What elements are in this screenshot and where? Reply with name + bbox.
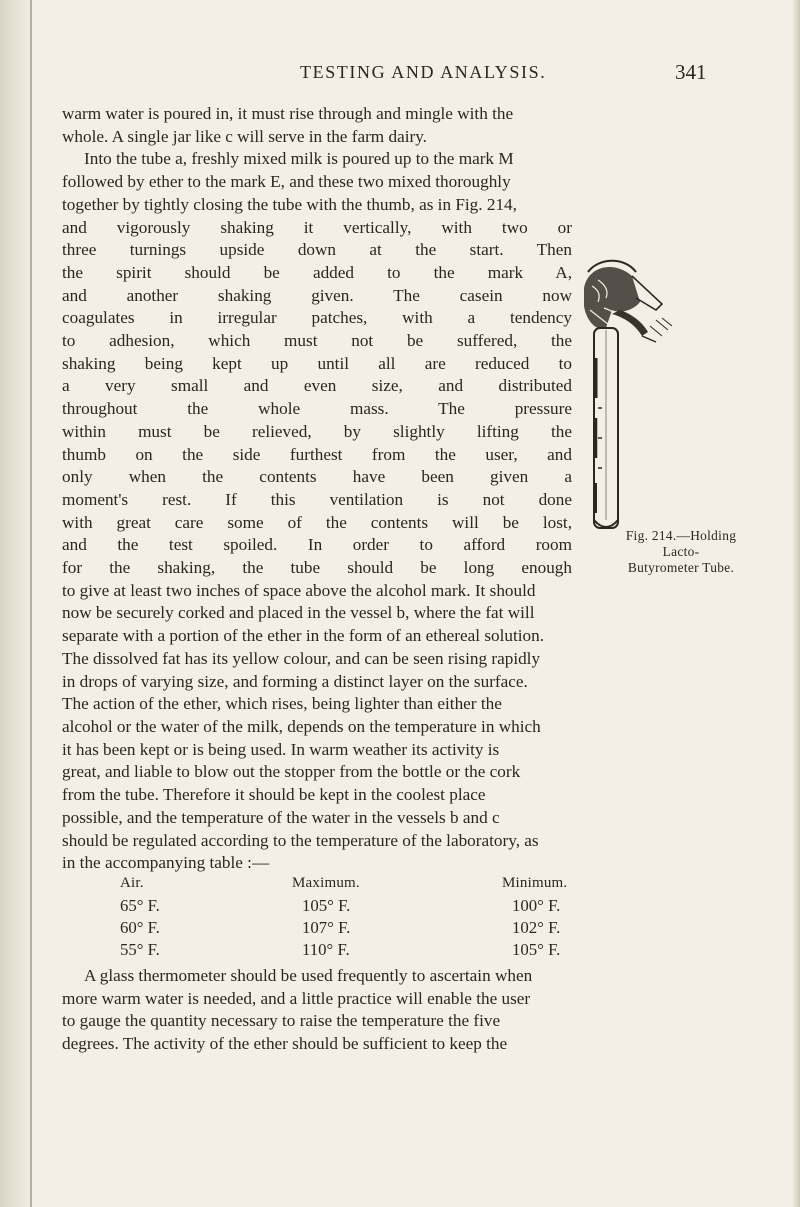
text-line: it has been kept or is being used. In warm weather its activity is — [62, 739, 500, 759]
table-column-maximum — [292, 872, 360, 961]
text-line: followed by ether to the mark E, and these two mixed thoroughly — [62, 172, 511, 192]
text-line: together by tightly closing the tube with the thumb, as in Fig. 214, — [62, 194, 517, 214]
text-line: a very small and even size, and distributed — [62, 376, 572, 396]
table-header: Air. — [120, 875, 144, 891]
text-line: moment's rest. If this ventilation is not done — [62, 489, 572, 509]
text-line: great, and liable to blow out the stopper from the bottle or the cork — [62, 762, 521, 782]
caption-line: Butyrometer Tube. — [627, 560, 735, 575]
table-cell: 105° F. — [302, 896, 351, 915]
text-line: alcohol or the water of the milk, depends on the temperature in which — [62, 716, 541, 736]
text-line: with great care some of the contents will be lost, — [62, 512, 572, 532]
text-line: possible, and the temperature of the water in the vessels b and c — [62, 807, 500, 827]
caption-line: Fig. 214.—Holding Lacto- — [625, 528, 737, 559]
text-line: thumb on the side furthest from the user, and — [62, 444, 572, 464]
text-line: now be securely corked and placed in the vessel b, where the fat will — [62, 603, 535, 623]
text-line: to adhesion, which must not be suffered, the — [62, 331, 572, 351]
closing-paragraph — [62, 965, 738, 1056]
running-head: TESTING AND ANALYSIS. — [300, 62, 547, 82]
table-column-air — [120, 872, 160, 961]
table-cell: 65° F. — [120, 896, 160, 915]
text-line: and the test spoiled. In order to afford room — [62, 535, 572, 555]
text-line: The dissolved fat has its yellow colour, and can be seen rising rapidly — [62, 648, 541, 668]
text-line: in drops of varying size, and forming a distinct layer on the surface. — [62, 671, 528, 691]
figure-caption — [606, 528, 756, 576]
text-line: coagulates in irregular patches, with a tendency — [62, 308, 572, 328]
text-line: only when the contents have been given a — [62, 467, 572, 487]
page-header — [0, 62, 800, 92]
text-line: The action of the ether, which rises, being lighter than either the — [62, 694, 502, 714]
table-cell: 107° F. — [302, 918, 351, 937]
text-line: within must be relieved, by slightly lifting the — [62, 421, 572, 441]
text-line: the spirit should be added to the mark A, — [62, 262, 572, 282]
hand-holding-tube-illustration — [576, 258, 746, 538]
table-column-minimum — [502, 872, 567, 961]
table-cell: 110° F. — [302, 940, 350, 959]
text-line: shaking being kept up until all are reduced to — [62, 353, 572, 373]
text-line: in the accompanying table :— — [62, 853, 270, 873]
text-line: degrees. The activity of the ether should be sufficient to keep the — [62, 1034, 508, 1054]
text-line: and vigorously shaking it vertically, with two or — [62, 217, 572, 237]
text-line: whole. A single jar like c will serve in the farm dairy. — [62, 126, 427, 146]
text-line: to give at least two inches of space above the alcohol mark. It should — [62, 580, 536, 600]
text-line: warm water is poured in, it must rise through and mingle with the — [62, 104, 514, 123]
table-cell: 60° F. — [120, 918, 160, 937]
table-header: Maximum. — [292, 875, 360, 891]
text-line: from the tube. Therefore it should be kept in the coolest place — [62, 785, 486, 805]
text-line: for the shaking, the tube should be long enough — [62, 558, 572, 578]
text-line: three turnings upside down at the start. Then — [62, 240, 572, 260]
page-binding-edge — [0, 0, 34, 1207]
text-line: Into the tube a, freshly mixed milk is poured up to the mark M — [84, 149, 514, 169]
paragraph-1 — [62, 103, 738, 148]
text-line: should be regulated according to the temperature of the laboratory, as — [62, 830, 539, 850]
text-line: separate with a portion of the ether in the form of an ethereal solution. — [62, 626, 545, 646]
text-line: and another shaking given. The casein now — [62, 285, 572, 305]
table-cell: 102° F. — [512, 918, 561, 937]
page-number: 341 — [675, 60, 707, 84]
text-line: throughout the whole mass. The pressure — [62, 399, 572, 419]
table-cell: 100° F. — [512, 896, 561, 915]
table-header: Minimum. — [502, 875, 568, 891]
figure-214 — [576, 258, 746, 558]
page-right-edge — [792, 0, 800, 1207]
text-line: A glass thermometer should be used frequently to ascertain when — [84, 966, 533, 985]
table-cell: 105° F. — [512, 940, 561, 959]
text-line: more warm water is needed, and a little practice will enable the user — [62, 988, 531, 1008]
table-cell: 55° F. — [120, 940, 160, 959]
text-line: to gauge the quantity necessary to raise the temperature the five — [62, 1011, 501, 1031]
